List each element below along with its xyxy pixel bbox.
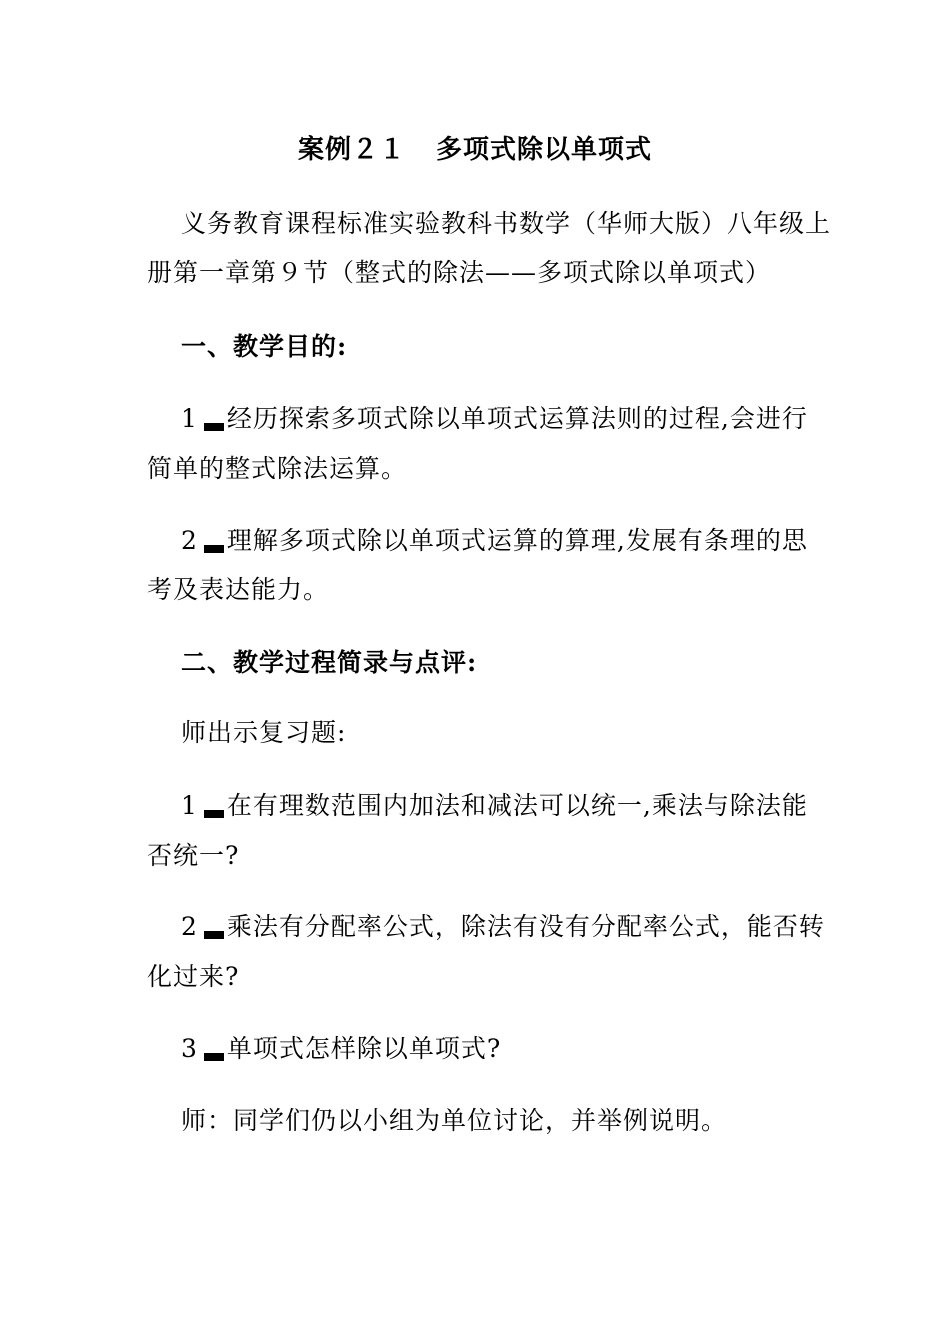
question-2-number: 2 <box>181 912 198 941</box>
objective-1-number: 1 <box>181 404 198 433</box>
intro-line-1: 义务教育课程标准实验教科书数学（华师大版）八年级上 <box>181 209 832 238</box>
list-marker <box>204 545 224 553</box>
objective-1-line-1 <box>181 402 861 436</box>
objective-2-number: 2 <box>181 526 198 555</box>
list-marker <box>204 810 224 818</box>
question-3-text: 单项式怎样除以单项式? <box>226 1034 502 1063</box>
question-1-number: 1 <box>181 791 198 820</box>
question-3-line-1 <box>181 1032 861 1066</box>
objective-1-line-2: 简单的整式除法运算。 <box>147 454 408 483</box>
section-1-heading: 一、教学目的: <box>181 332 348 361</box>
intro-line-2: 册第一章第９节（整式的除法——多项式除以单项式） <box>147 258 772 287</box>
objective-2-line-2: 考及表达能力。 <box>147 575 330 604</box>
question-2-line-2: 化过来? <box>147 962 240 991</box>
document-title <box>0 133 950 167</box>
teacher-closing: 师：同学们仍以小组为单位讨论，并举例说明。 <box>181 1106 728 1135</box>
case-topic: 多项式除以单项式 <box>436 135 653 165</box>
section-2-heading: 二、教学过程简录与点评: <box>181 648 478 677</box>
question-2-line-1 <box>181 910 861 944</box>
list-marker <box>204 423 224 431</box>
objective-1-text: 经历探索多项式除以单项式运算法则的过程,会进行 <box>226 404 808 433</box>
list-marker <box>204 931 224 939</box>
question-2-text: 乘法有分配率公式，除法有没有分配率公式，能否转 <box>226 912 825 941</box>
objective-2-text: 理解多项式除以单项式运算的算理,发展有条理的思 <box>226 526 808 555</box>
question-1-text: 在有理数范围内加法和减法可以统一,乘法与除法能 <box>226 791 808 820</box>
objective-2-line-1 <box>181 524 861 558</box>
case-number: 案例２１ <box>297 135 406 165</box>
question-3-number: 3 <box>181 1034 198 1063</box>
list-marker <box>204 1053 224 1061</box>
review-intro: 师出示复习题: <box>181 718 347 747</box>
question-1-line-1 <box>181 789 861 823</box>
question-1-line-2: 否统一? <box>147 841 240 870</box>
